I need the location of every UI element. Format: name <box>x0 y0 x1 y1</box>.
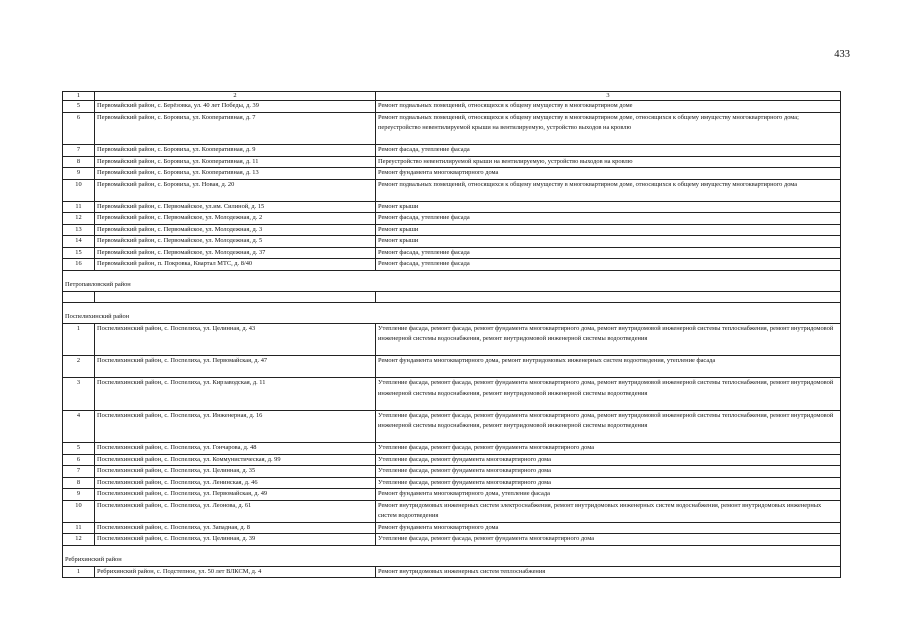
table-row <box>63 500 841 522</box>
row-work: Ремонт подвальных помещений, относящихся к общему имуществу в многоквартирном доме, относящихся к общему имуществу многоквартирного дома <box>376 179 841 201</box>
table-row <box>63 522 841 534</box>
row-number: 14 <box>63 236 95 248</box>
section-title: Петропавловский район <box>63 270 841 291</box>
row-work: Ремонт фундамента многоквартирного дома <box>376 168 841 180</box>
row-number: 5 <box>63 443 95 455</box>
row-address: Первомайский район, с. Первомайское, ул. Молодежная, д. 5 <box>95 236 376 248</box>
row-work: Ремонт фундамента многоквартирного дома <box>376 522 841 534</box>
blank-cell <box>63 291 95 302</box>
row-work: Ремонт подвальных помещений, относящихся к общему имуществу в многоквартирном доме <box>376 101 841 113</box>
row-number: 2 <box>63 356 95 378</box>
table-row <box>63 454 841 466</box>
row-number: 4 <box>63 410 95 443</box>
row-address: Поспелихинский район, с. Поспелиха, ул. Кирзаводская, д. 11 <box>95 378 376 411</box>
row-number: 15 <box>63 247 95 259</box>
table-row <box>63 224 841 236</box>
row-address: Поспелихинский район, с. Поспелиха, ул. Западная, д. 8 <box>95 522 376 534</box>
row-work: Ремонт фасада, утепление фасада <box>376 259 841 271</box>
table-row <box>63 566 841 578</box>
table-row <box>63 112 841 145</box>
row-address: Поспелихинский район, с. Поспелиха, ул. Ленинская, д. 46 <box>95 477 376 489</box>
row-work: Утепление фасада, ремонт фасада, ремонт фундамента многоквартирного дома, ремонт внутридомовой инженерной системы теплоснабжения, ремонт внутридомовой инженерной системы водоснабжения, ремонт внутридомовой инженерной системы водоотведения <box>376 378 841 411</box>
row-address: Первомайский район, с. Боровиха, ул. Новая, д. 20 <box>95 179 376 201</box>
row-number: 8 <box>63 156 95 168</box>
row-work: Ремонт фасада, утепление фасада <box>376 247 841 259</box>
repair-table <box>62 91 841 578</box>
blank-cell <box>95 291 376 302</box>
blank-cell <box>376 291 841 302</box>
table-row <box>63 534 841 546</box>
section-row <box>63 302 841 323</box>
row-work: Утепление фасада, ремонт фасада, ремонт фундамента многоквартирного дома, ремонт внутридомовой инженерной системы теплоснабжения, ремонт внутридомовой инженерной системы водоснабжения, ремонт внутридомовой инженерной системы водоотведения <box>376 323 841 356</box>
row-number: 9 <box>63 168 95 180</box>
row-number: 8 <box>63 477 95 489</box>
row-address: Первомайский район, с. Боровиха, ул. Кооперативная, д. 7 <box>95 112 376 145</box>
table-row <box>63 145 841 157</box>
row-address: Поспелихинский район, с. Поспелиха, ул. Целинная, д. 43 <box>95 323 376 356</box>
row-work: Ремонт внутридомовых инженерных систем электроснабжения, ремонт внутридомовых инженерных систем водоснабжения, ремонт внутридомовых инженерных систем водоотведения <box>376 500 841 522</box>
table-row <box>63 466 841 478</box>
row-address: Первомайский район, с. Первомайское, ул. Молодежная, д. 3 <box>95 224 376 236</box>
row-address: Первомайский район, с. Первомайское, ул.им. Силиной, д. 15 <box>95 201 376 213</box>
row-work: Ремонт крыши <box>376 201 841 213</box>
row-work: Ремонт внутридомовых инженерных систем теплоснабжения <box>376 566 841 578</box>
page-number: 433 <box>834 49 850 60</box>
table-row <box>63 101 841 113</box>
row-address: Поспелихинский район, с. Поспелиха, ул. Гончарова, д. 48 <box>95 443 376 455</box>
header-col-2: 2 <box>95 92 376 101</box>
section-title: Ребрихинский район <box>63 545 841 566</box>
row-number: 7 <box>63 145 95 157</box>
row-address: Поспелихинский район, с. Поспелиха, ул. Инженерная, д. 16 <box>95 410 376 443</box>
row-work: Переустройство невентилируемой крыши на вентилируемую, устройство выходов на кровлю <box>376 156 841 168</box>
row-address: Поспелихинский район, с. Поспелиха, ул. Леонова, д. 61 <box>95 500 376 522</box>
row-work: Ремонт крыши <box>376 224 841 236</box>
row-address: Первомайский район, п. Покровка, Квартал МТС, д. 8/40 <box>95 259 376 271</box>
row-number: 3 <box>63 378 95 411</box>
row-work: Ремонт фасада, утепление фасада <box>376 213 841 225</box>
row-work: Утепление фасада, ремонт фасада, ремонт фундамента многоквартирного дома, ремонт внутридомовой инженерной системы теплоснабжения, ремонт внутридомовой инженерной системы водоснабжения, ремонт внутридомовой инженерной системы водоотведения <box>376 410 841 443</box>
row-work: Утепление фасада, ремонт фундамента многоквартирного дома <box>376 454 841 466</box>
row-number: 10 <box>63 179 95 201</box>
blank-row <box>63 291 841 302</box>
header-col-1: 1 <box>63 92 95 101</box>
row-address: Первомайский район, с. Берёзовка, ул. 40 лет Победы, д. 39 <box>95 101 376 113</box>
table-row <box>63 236 841 248</box>
row-work: Утепление фасада, ремонт фундамента многоквартирного дома <box>376 466 841 478</box>
row-work: Утепление фасада, ремонт фасада, ремонт фундамента многоквартирного дома <box>376 534 841 546</box>
table-header-row <box>63 92 841 101</box>
table-body <box>63 92 841 578</box>
table-row <box>63 213 841 225</box>
row-address: Поспелихинский район, с. Поспелиха, ул. Первомайская, д. 47 <box>95 356 376 378</box>
section-row <box>63 545 841 566</box>
row-number: 9 <box>63 489 95 501</box>
row-work: Ремонт фундамента многоквартирного дома, ремонт внутридомовых инженерных систем водоотведения, утепление фасада <box>376 356 841 378</box>
row-address: Первомайский район, с. Первомайское, ул. Молодежная, д. 37 <box>95 247 376 259</box>
table-row <box>63 201 841 213</box>
table-row <box>63 489 841 501</box>
row-number: 1 <box>63 566 95 578</box>
row-address: Поспелихинский район, с. Поспелиха, ул. Целинная, д. 39 <box>95 534 376 546</box>
row-work: Утепление фасада, ремонт фасада, ремонт фундамента многоквартирного дома <box>376 443 841 455</box>
header-col-3: 3 <box>376 92 841 101</box>
table-row <box>63 323 841 356</box>
row-number: 10 <box>63 500 95 522</box>
table-row <box>63 156 841 168</box>
row-number: 1 <box>63 323 95 356</box>
row-address: Поспелихинский район, с. Поспелиха, ул. Коммунистическая, д. 99 <box>95 454 376 466</box>
row-address: Поспелихинский район, с. Поспелиха, ул. Целинная, д. 35 <box>95 466 376 478</box>
row-number: 13 <box>63 224 95 236</box>
row-number: 5 <box>63 101 95 113</box>
row-number: 16 <box>63 259 95 271</box>
row-address: Поспелихинский район, с. Поспелиха, ул. Первомайская, д. 49 <box>95 489 376 501</box>
row-number: 12 <box>63 213 95 225</box>
row-number: 11 <box>63 201 95 213</box>
table-row <box>63 443 841 455</box>
table-row <box>63 179 841 201</box>
row-number: 11 <box>63 522 95 534</box>
row-address: Первомайский район, с. Боровиха, ул. Кооперативная, д. 11 <box>95 156 376 168</box>
row-work: Утепление фасада, ремонт фундамента многоквартирного дома <box>376 477 841 489</box>
row-work: Ремонт фасада, утепление фасада <box>376 145 841 157</box>
table-row <box>63 259 841 271</box>
row-number: 7 <box>63 466 95 478</box>
row-work: Ремонт фундамента многоквартирного дома, утепление фасада <box>376 489 841 501</box>
row-address: Первомайский район, с. Первомайское, ул. Молодежная, д. 2 <box>95 213 376 225</box>
row-address: Первомайский район, с. Боровиха, ул. Кооперативная, д. 9 <box>95 145 376 157</box>
row-work: Ремонт крыши <box>376 236 841 248</box>
section-row <box>63 270 841 291</box>
table-row <box>63 247 841 259</box>
table-row <box>63 378 841 411</box>
table-row <box>63 477 841 489</box>
row-address: Ребрихинский район, с. Подстепное, ул. 50 лет ВЛКСМ, д. 4 <box>95 566 376 578</box>
row-number: 6 <box>63 454 95 466</box>
table-row <box>63 410 841 443</box>
table-row <box>63 168 841 180</box>
row-number: 6 <box>63 112 95 145</box>
row-work: Ремонт подвальных помещений, относящихся к общему имуществу в многоквартирном доме, относящихся к общему имуществу многоквартирного дома; переустройство невентилируемой крыши на вентилируемую, устройство выходов на кровлю <box>376 112 841 145</box>
row-address: Первомайский район, с. Боровиха, ул. Кооперативная, д. 13 <box>95 168 376 180</box>
table-row <box>63 356 841 378</box>
section-title: Поспелихинский район <box>63 302 841 323</box>
row-number: 12 <box>63 534 95 546</box>
